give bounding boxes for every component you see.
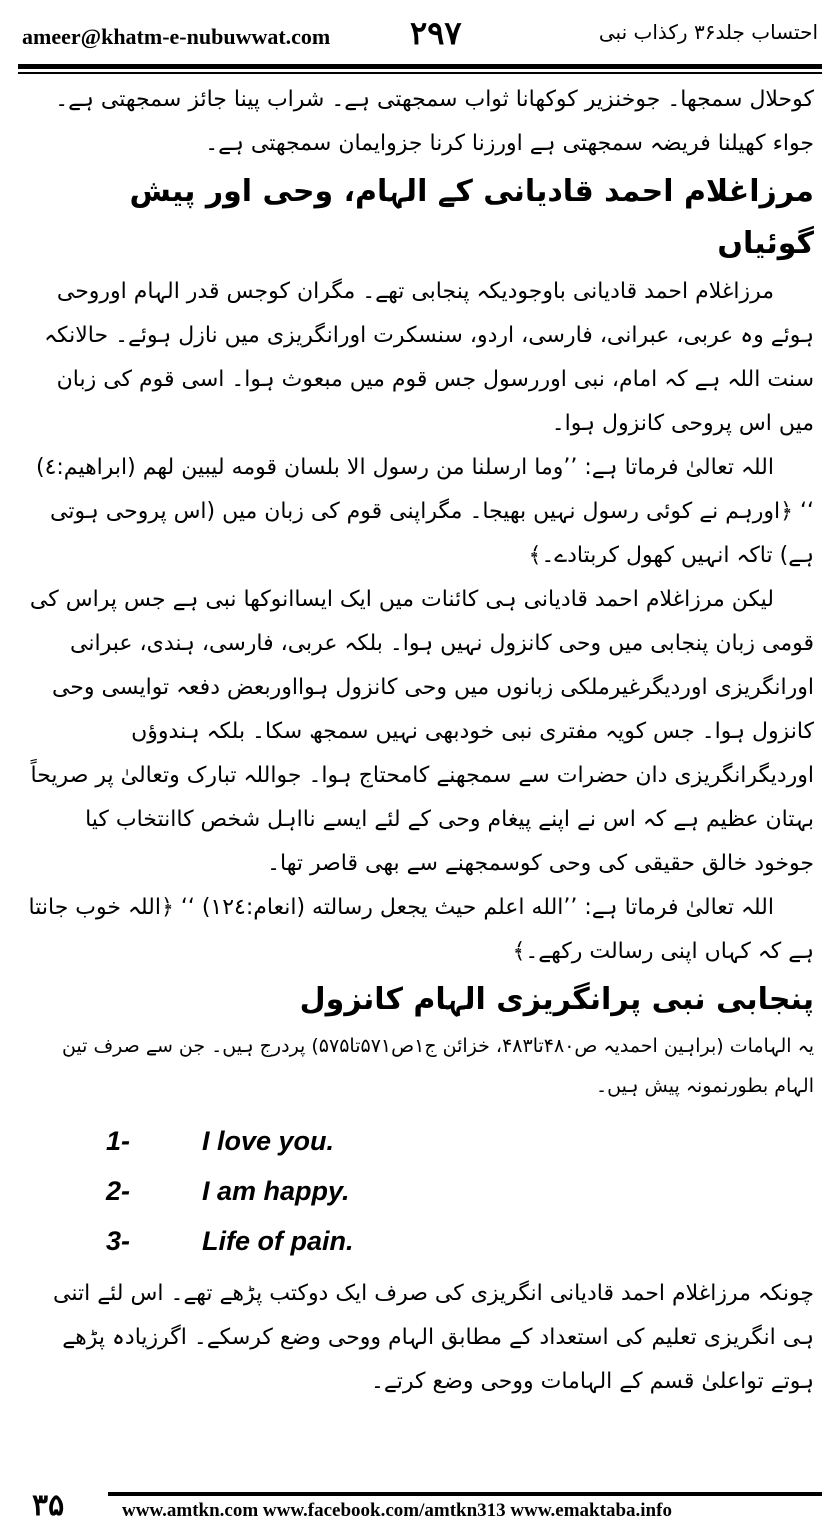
paragraph-citation: یہ الہامات (براہین احمدیہ ص۴۸۰تا۴۸۳، خزائن ج۱ص۵۷۱تا۵۷۵) پردرج ہیں۔ جن سے صرف تین الہام بطورنمونہ پیش ہیں۔ (61, 1035, 814, 1097)
list-item-number: 2- (106, 1176, 131, 1206)
paragraph-quran-quote-1: اللہ تعالیٰ فرماتا ہے: ’’وما ارسلنا من رسول الا بلسان قومه ليبين لهم (ابراهيم:٤) ‘‘ ﴿اورہم نے کوئی رسول نہیں بھیجا۔ مگراپنی قوم کی زبان میں (اس پروحی ہوتی ہے) تاکہ انہیں کھول کربتادے۔﴾ (35, 455, 814, 568)
list-item-text: Life of pain. (202, 1226, 354, 1256)
paragraph-1: کوحلال سمجھا۔ جوخنزیر کوکھانا ثواب سمجھتی ہے۔ شراب پینا جائز سمجھتی ہے۔ جواء کھیلنا فریضہ سمجھتی ہے اورزنا کرنا جزوایمان سمجھتی ہے۔ (55, 87, 814, 156)
paragraph-2: مرزاغلام احمد قادیانی باوجودیکہ پنجابی تھے۔ مگران کوجس قدر الہام اوروحی ہوئے وہ عربی، عبرانی، فارسی، اردو، سنسکرت اورانگریزی میں نازل ہوئے۔ حالانکہ سنت اللہ ہے کہ امام، نبی اوررسول جس قوم میں مبعوث ہوا۔ اسی قوم کی زبان میں اس پروحی کانزول ہوا۔ (44, 279, 814, 436)
section-heading-english-revelations: پنجابی نبی پرانگریزی الہام کانزول (299, 982, 814, 1017)
header-rule-thin (18, 72, 822, 74)
section-heading-revelations: مرزاغلام احمد قادیانی کے الہام، وحی اور پیش گوئیاں (129, 174, 814, 261)
paragraph-7: چونکہ مرزاغلام احمد قادیانی انگریزی کی صرف ایک دوکتب پڑھے تھے۔ اس لئے اتنی ہی انگریزی تعلیم کی استعداد کے مطابق الہام ووحی وضع کرسکے۔ اگرزیادہ پڑھے ہوتے تواعلیٰ قسم کے الہامات ووحی وضع کرتے۔ (53, 1281, 814, 1394)
header-email: ameer@khatm-e-nubuwwat.com (22, 24, 331, 49)
footer-page-number: ۳۵ (32, 1488, 65, 1523)
list-item (106, 1116, 814, 1166)
list-item-text: I am happy. (202, 1176, 350, 1206)
header-rule-thick (18, 64, 822, 69)
paragraph-quran-quote-2: اللہ تعالیٰ فرماتا ہے: ’’الله اعلم حيث يجعل رسالته (انعام:١٢٤) ‘‘ ﴿اللہ خوب جانتا ہے کہ کہاں اپنی رسالت رکھے۔﴾ (28, 895, 814, 964)
page-footer (18, 1488, 822, 1528)
header-title: احتساب جلد۳۶ رکذاب نبی (598, 20, 818, 44)
footer-urls: www.amtkn.com www.facebook.com/amtkn313 www.emaktaba.info (122, 1500, 672, 1521)
list-item-text: I love you. (202, 1126, 335, 1156)
list-item (106, 1216, 814, 1266)
list-item-number: 1- (106, 1126, 131, 1156)
footer-rule (108, 1492, 822, 1496)
english-revelation-list (106, 1116, 814, 1266)
page-header (18, 10, 822, 60)
list-item (106, 1166, 814, 1216)
paragraph-4: لیکن مرزاغلام احمد قادیانی ہی کائنات میں ایک ایساانوکھا نبی ہے جس پراس کی قومی زبان پنجابی میں وحی کانزول نہیں ہوا۔ بلکہ عربی، فارسی، ہندی، عبرانی اورانگریزی اوردیگرغیرملکی زبانوں میں وحی کانزول ہوااوربعض دفعہ توایسی وحی کانزول ہوا۔ جس کویہ مفتری نبی خودبھی نہیں سمجھ سکا۔ بلکہ ہندوؤں اوردیگرانگریزی دان حضرات سے سمجھنے کامحتاج ہوا۔ جواللہ تبارک وتعالیٰ پر صریحاً بہتان عظیم ہے کہ اس نے اپنے پیغام وحی کے لئے ایسے نااہل شخص کاانتخاب کیا جوخود خالق حقیقی کی وحی کوسمجھنے سے بھی قاصر تھا۔ (29, 587, 814, 876)
page-body (26, 78, 814, 1404)
list-item-number: 3- (106, 1226, 131, 1256)
header-page-number: ۲۹۷ (410, 14, 462, 52)
